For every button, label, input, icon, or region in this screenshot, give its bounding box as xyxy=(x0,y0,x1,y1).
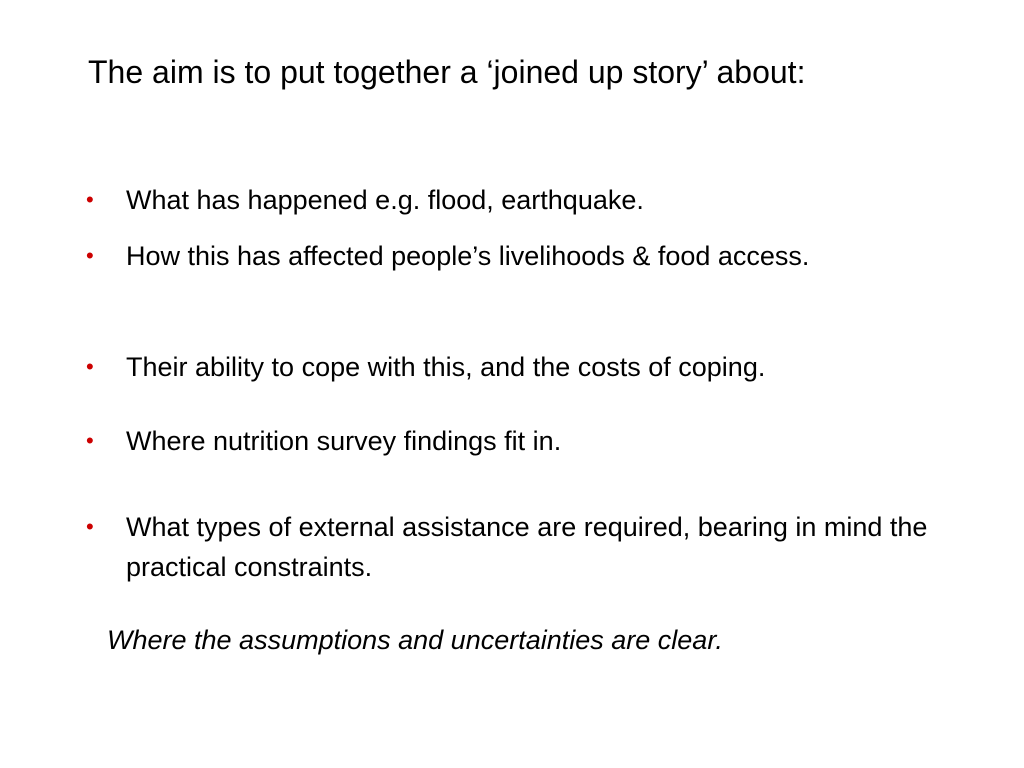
bullet-marker: • xyxy=(86,243,94,268)
bullet-text: How this has affected people’s livelihoods & food access. xyxy=(126,241,810,271)
bullet-item xyxy=(86,236,956,276)
slide-heading: The aim is to put together a ‘joined up story’ about: xyxy=(88,54,806,90)
bullet-text: Their ability to cope with this, and the costs of coping. xyxy=(126,352,766,382)
bullet-item xyxy=(86,347,956,387)
bullet-marker: • xyxy=(86,354,94,379)
bullet-item xyxy=(86,507,956,587)
bullet-text: Where nutrition survey findings fit in. xyxy=(126,426,562,456)
bullet-text: What types of external assistance are required, bearing in mind the practical constraints. xyxy=(126,512,928,582)
bullet-text: What has happened e.g. flood, earthquake. xyxy=(126,185,644,215)
bullet-marker: • xyxy=(86,514,94,539)
bullet-marker: • xyxy=(86,187,94,212)
closing-statement: Where the assumptions and uncertainties are clear. xyxy=(107,625,723,655)
bullet-item xyxy=(86,421,956,461)
bullet-marker: • xyxy=(86,428,94,453)
bullet-item xyxy=(86,180,956,220)
